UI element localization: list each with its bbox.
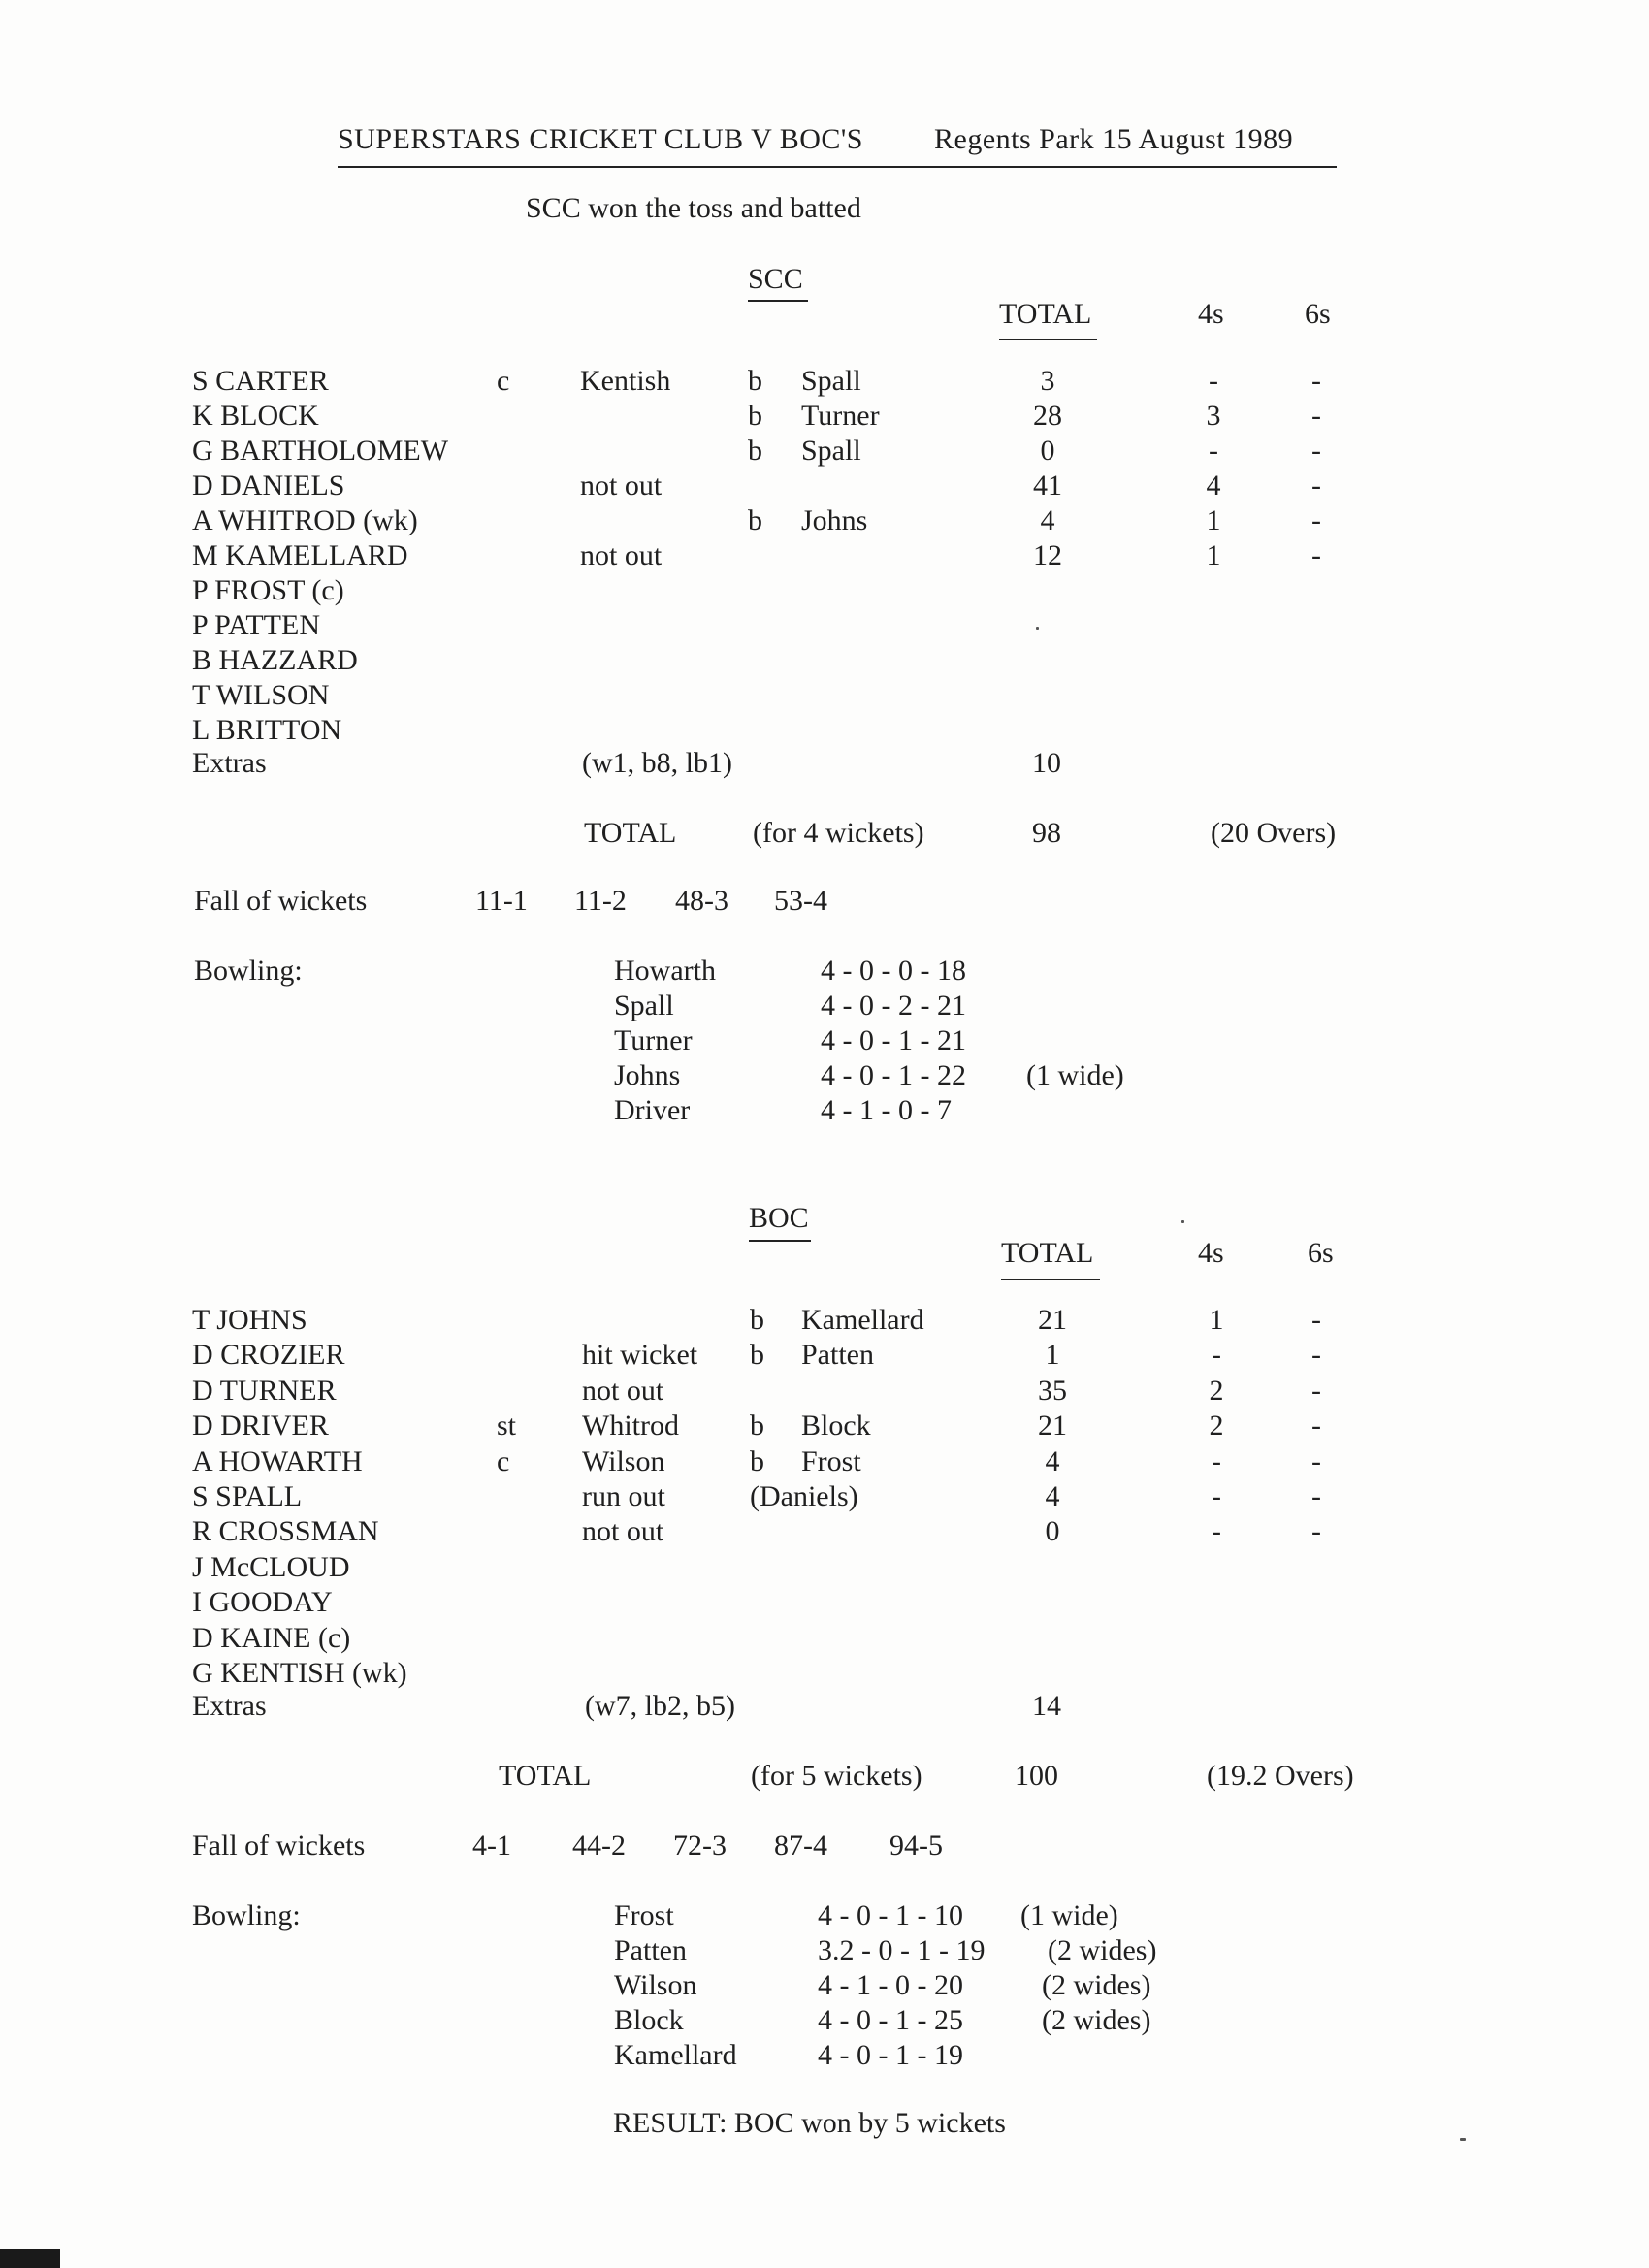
batter-name: M KAMELLARD [192, 539, 408, 571]
bowler-note: (2 wides) [1048, 1934, 1157, 1966]
boc-extras-detail: (w7, lb2, b5) [585, 1690, 735, 1722]
scan-speck [1036, 627, 1039, 630]
scc-fours-header: 4s [1198, 298, 1224, 330]
batter-name: A HOWARTH [192, 1444, 363, 1477]
batter-fours: 4 [1206, 470, 1221, 502]
match-title: SUPERSTARS CRICKET CLUB V BOC'S [338, 123, 863, 155]
dismissal-bowler: Spall [801, 365, 861, 397]
batter-name: R CROSSMAN [192, 1515, 379, 1548]
batter-name: P FROST (c) [192, 574, 344, 606]
batter-name: B HAZZARD [192, 644, 358, 676]
scan-speck [1460, 2138, 1466, 2141]
batter-runs: 41 [1033, 470, 1062, 502]
bowler-name: Frost [614, 1899, 674, 1931]
batter-fours: - [1209, 365, 1218, 397]
dismissal-detail: not out [580, 470, 663, 502]
boc-fow-label: Fall of wickets [192, 1830, 366, 1862]
bowled-marker: b [750, 1339, 764, 1372]
batter-name: D TURNER [192, 1374, 337, 1407]
bowler-figures: 4 - 0 - 2 - 21 [821, 989, 966, 1021]
scc-bowling-label: Bowling: [194, 955, 303, 987]
batter-fours: 1 [1206, 504, 1221, 536]
dismissal-detail: not out [582, 1515, 664, 1548]
boc-extras-label: Extras [192, 1690, 267, 1722]
scc-total-runs: 98 [1032, 817, 1061, 849]
batter-name: I GOODAY [192, 1586, 333, 1619]
scc-team-underline [748, 300, 808, 302]
batter-name: D CROZIER [192, 1339, 345, 1372]
dismissal-detail: run out [582, 1480, 665, 1512]
batter-runs: 21 [1038, 1304, 1067, 1336]
batter-name: D KAINE (c) [192, 1621, 351, 1654]
dismissal-bowler: Turner [801, 400, 880, 432]
scc-total-overs: (20 Overs) [1211, 817, 1337, 849]
boc-sixes-header: 6s [1308, 1237, 1334, 1269]
batter-runs: 3 [1040, 365, 1055, 397]
batter-runs: 21 [1038, 1409, 1067, 1442]
batter-name: G BARTHOLOMEW [192, 435, 449, 467]
bowled-marker: b [750, 1444, 764, 1477]
batter-runs: 4 [1045, 1444, 1060, 1477]
scc-team-heading: SCC [748, 263, 803, 295]
scan-edge-shadow [0, 2249, 60, 2268]
batter-runs: 4 [1040, 504, 1055, 536]
batter-fours: 2 [1209, 1374, 1224, 1407]
boc-team-heading: BOC [749, 1202, 809, 1234]
batter-name: D DANIELS [192, 470, 345, 502]
boc-team-underline [749, 1240, 811, 1242]
header-underline [338, 166, 1337, 168]
fall-of-wicket: 53-4 [774, 885, 827, 917]
batter-fours: - [1212, 1480, 1221, 1512]
batter-runs: 1 [1045, 1339, 1060, 1372]
dismissal-type: st [497, 1409, 517, 1442]
batter-name: P PATTEN [192, 609, 320, 641]
fall-of-wicket: 94-5 [889, 1830, 943, 1862]
batter-sixes: - [1311, 470, 1321, 502]
batter-fours: - [1212, 1515, 1221, 1548]
batter-sixes: - [1311, 1480, 1321, 1512]
bowled-marker: b [748, 504, 762, 536]
batter-sixes: - [1311, 1339, 1321, 1372]
bowler-figures: 4 - 1 - 0 - 7 [821, 1094, 952, 1126]
bowled-marker: b [750, 1304, 764, 1336]
scc-total-wickets: (for 4 wickets) [753, 817, 924, 849]
bowler-name: Wilson [614, 1969, 697, 2001]
batter-fours: - [1212, 1339, 1221, 1372]
dismissal-bowler: (Daniels) [750, 1480, 858, 1512]
boc-total-underline [1001, 1279, 1100, 1280]
fall-of-wicket: 48-3 [675, 885, 728, 917]
batter-sixes: - [1311, 435, 1321, 467]
dismissal-bowler: Block [801, 1409, 871, 1442]
scc-total-label: TOTAL [584, 817, 677, 849]
batter-sixes: - [1311, 1374, 1321, 1407]
batter-runs: 35 [1038, 1374, 1067, 1407]
batter-fours: 1 [1209, 1304, 1224, 1336]
batter-runs: 12 [1033, 539, 1062, 571]
dismissal-bowler: Spall [801, 435, 861, 467]
batter-name: A WHITROD (wk) [192, 504, 418, 536]
bowler-figures: 4 - 1 - 0 - 20 [818, 1969, 963, 2001]
batter-sixes: - [1311, 1444, 1321, 1477]
bowled-marker: b [750, 1409, 764, 1442]
batter-fours: 3 [1206, 400, 1221, 432]
match-venue-date: Regents Park 15 August 1989 [934, 123, 1294, 155]
scc-extras-label: Extras [192, 747, 267, 779]
fall-of-wicket: 87-4 [774, 1830, 827, 1862]
batter-name: G KENTISH (wk) [192, 1657, 407, 1689]
fall-of-wicket: 72-3 [673, 1830, 727, 1862]
fall-of-wicket: 11-1 [475, 885, 528, 917]
fall-of-wicket: 44-2 [572, 1830, 626, 1862]
batter-fours: 2 [1209, 1409, 1224, 1442]
bowler-figures: 4 - 0 - 1 - 10 [818, 1899, 963, 1931]
scc-total-underline [999, 339, 1097, 340]
dismissal-detail: Wilson [582, 1444, 665, 1477]
bowler-figures: 4 - 0 - 1 - 19 [818, 2039, 963, 2071]
fall-of-wicket: 4-1 [472, 1830, 511, 1862]
boc-total-header: TOTAL [1001, 1237, 1094, 1269]
dismissal-detail: not out [582, 1374, 664, 1407]
scc-sixes-header: 6s [1305, 298, 1331, 330]
batter-name: S SPALL [192, 1480, 303, 1512]
batter-name: D DRIVER [192, 1409, 329, 1442]
dismissal-type: c [497, 1444, 510, 1477]
batter-sixes: - [1311, 1515, 1321, 1548]
bowler-note: (2 wides) [1042, 1969, 1151, 2001]
toss-note: SCC won the toss and batted [526, 192, 861, 224]
dismissal-detail: Kentish [580, 365, 671, 397]
boc-total-label: TOTAL [499, 1760, 592, 1792]
bowled-marker: b [748, 365, 762, 397]
batter-name: T JOHNS [192, 1304, 307, 1336]
bowler-name: Block [614, 2004, 684, 2036]
dismissal-bowler: Johns [801, 504, 868, 536]
bowler-note: (1 wide) [1020, 1899, 1118, 1931]
match-result: RESULT: BOC won by 5 wickets [613, 2107, 1006, 2139]
bowler-note: (2 wides) [1042, 2004, 1151, 2036]
batter-fours: - [1212, 1444, 1221, 1477]
batter-runs: 4 [1045, 1480, 1060, 1512]
batter-runs: 0 [1040, 435, 1055, 467]
scc-extras-detail: (w1, b8, lb1) [582, 747, 732, 779]
bowler-name: Johns [614, 1059, 681, 1091]
batter-name: L BRITTON [192, 714, 342, 746]
batter-name: S CARTER [192, 365, 329, 397]
bowler-name: Driver [614, 1094, 691, 1126]
bowled-marker: b [748, 435, 762, 467]
scc-extras-runs: 10 [1032, 747, 1061, 779]
dismissal-detail: hit wicket [582, 1339, 698, 1372]
bowler-figures: 4 - 0 - 1 - 25 [818, 2004, 963, 2036]
bowler-name: Turner [614, 1024, 693, 1056]
dismissal-bowler: Frost [801, 1444, 861, 1477]
boc-total-wickets: (for 5 wickets) [751, 1760, 922, 1792]
bowler-note: (1 wide) [1026, 1059, 1124, 1091]
scan-speck [1181, 1220, 1184, 1223]
bowler-name: Spall [614, 989, 674, 1021]
batter-sixes: - [1311, 1304, 1321, 1336]
bowler-name: Patten [614, 1934, 687, 1966]
bowler-figures: 4 - 0 - 0 - 18 [821, 955, 966, 987]
fall-of-wicket: 11-2 [574, 885, 627, 917]
batter-fours: 1 [1206, 539, 1221, 571]
boc-extras-runs: 14 [1032, 1690, 1061, 1722]
batter-sixes: - [1311, 504, 1321, 536]
batter-sixes: - [1311, 1409, 1321, 1442]
batter-sixes: - [1311, 365, 1321, 397]
boc-total-overs: (19.2 Overs) [1207, 1760, 1354, 1792]
batter-name: J McCLOUD [192, 1550, 350, 1583]
batter-name: K BLOCK [192, 400, 319, 432]
bowler-figures: 4 - 0 - 1 - 21 [821, 1024, 966, 1056]
scc-total-header: TOTAL [999, 298, 1092, 330]
scc-fow-label: Fall of wickets [194, 885, 368, 917]
boc-bowling-label: Bowling: [192, 1899, 301, 1931]
bowler-figures: 4 - 0 - 1 - 22 [821, 1059, 966, 1091]
bowled-marker: b [748, 400, 762, 432]
batter-name: T WILSON [192, 679, 330, 711]
bowler-figures: 3.2 - 0 - 1 - 19 [818, 1934, 986, 1966]
dismissal-detail: not out [580, 539, 663, 571]
batter-runs: 28 [1033, 400, 1062, 432]
batter-fours: - [1209, 435, 1218, 467]
dismissal-detail: Whitrod [582, 1409, 679, 1442]
bowler-name: Howarth [614, 955, 716, 987]
dismissal-bowler: Patten [801, 1339, 874, 1372]
batter-sixes: - [1311, 539, 1321, 571]
dismissal-bowler: Kamellard [801, 1304, 924, 1336]
batter-sixes: - [1311, 400, 1321, 432]
bowler-name: Kamellard [614, 2039, 737, 2071]
boc-total-runs: 100 [1015, 1760, 1058, 1792]
dismissal-type: c [497, 365, 510, 397]
boc-fours-header: 4s [1198, 1237, 1224, 1269]
batter-runs: 0 [1045, 1515, 1060, 1548]
